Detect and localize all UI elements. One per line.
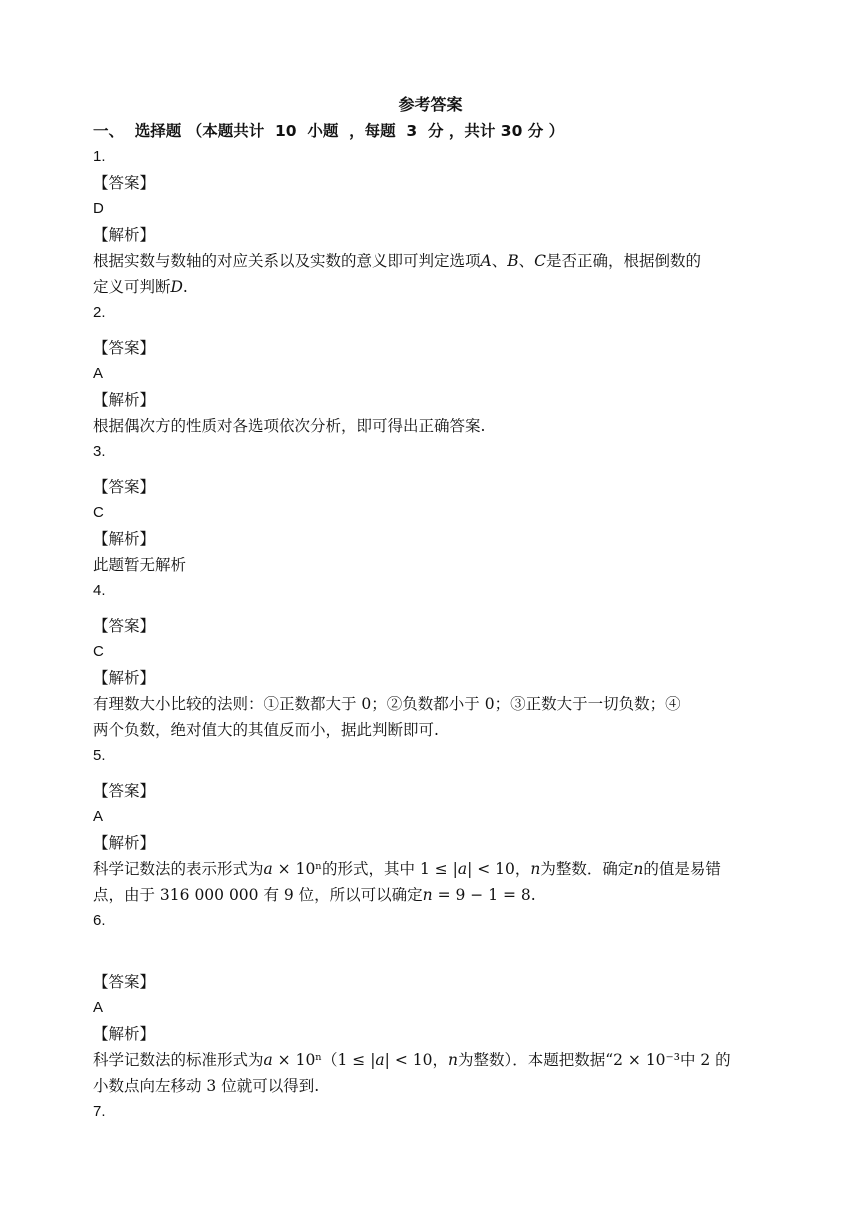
answer-label: 【答案】 bbox=[93, 339, 156, 357]
answer-key-page bbox=[93, 92, 768, 1125]
answer-label: 【答案】 bbox=[93, 174, 156, 192]
answer-label: 【答案】 bbox=[93, 782, 156, 800]
question-number: 7. bbox=[93, 1103, 106, 1120]
section-heading: 一、 选择题 （本题共计 10 小题 ，每题 3 分 ，共计 30 分 ） bbox=[93, 122, 565, 140]
answer-value: A bbox=[93, 808, 104, 825]
analysis-text bbox=[93, 1047, 768, 1099]
analysis-text bbox=[93, 413, 768, 439]
question-number: 1. bbox=[93, 148, 106, 165]
analysis-line: 定义可判断𝐷. bbox=[93, 278, 188, 296]
analysis-line: 根据实数与数轴的对应关系以及实数的意义即可判定选项𝐴、𝐵、𝐶是否正确，根据倒数的 bbox=[93, 252, 701, 270]
analysis-text bbox=[93, 691, 768, 743]
analysis-line: 根据偶次方的性质对各选项依次分析，即可得出正确答案. bbox=[93, 417, 486, 435]
answer-value: A bbox=[93, 365, 104, 382]
answer-label: 【答案】 bbox=[93, 478, 156, 496]
analysis-label: 【解析】 bbox=[93, 226, 156, 244]
answer-value: D bbox=[93, 200, 104, 217]
analysis-label: 【解析】 bbox=[93, 530, 156, 548]
answer-label: 【答案】 bbox=[93, 973, 156, 991]
question-number: 2. bbox=[93, 304, 106, 321]
analysis-text bbox=[93, 248, 768, 300]
analysis-line: 两个负数，绝对值大的其值反而小，据此判断即可. bbox=[93, 721, 439, 739]
analysis-line: 有理数大小比较的法则：①正数都大于 0；②负数都小于 0；③正数大于一切负数；④ bbox=[93, 695, 681, 713]
question-number: 4. bbox=[93, 582, 106, 599]
answer-label: 【答案】 bbox=[93, 617, 156, 635]
analysis-label: 【解析】 bbox=[93, 669, 156, 687]
analysis-text bbox=[93, 856, 768, 908]
answer-value: A bbox=[93, 999, 104, 1016]
question-number: 6. bbox=[93, 912, 106, 929]
analysis-label: 【解析】 bbox=[93, 834, 156, 852]
page-title: 参考答案 bbox=[398, 95, 463, 114]
analysis-label: 【解析】 bbox=[93, 391, 156, 409]
analysis-line: 点，由于 316 000 000 有 9 位，所以可以确定𝑛 = 9 − 1 = 8. bbox=[93, 886, 536, 904]
question-number: 3. bbox=[93, 443, 106, 460]
answer-value: C bbox=[93, 643, 104, 660]
question-number: 5. bbox=[93, 747, 106, 764]
analysis-line: 科学记数法的表示形式为𝑎 × 10ⁿ的形式，其中 1 ≤ |𝑎| < 10，𝑛为整数．确定𝑛的值是易错 bbox=[93, 860, 721, 878]
analysis-line: 小数点向左移动 3 位就可以得到. bbox=[93, 1077, 320, 1095]
analysis-text bbox=[93, 552, 768, 578]
analysis-line: 此题暂无解析 bbox=[93, 556, 187, 574]
answer-value: C bbox=[93, 504, 104, 521]
analysis-label: 【解析】 bbox=[93, 1025, 156, 1043]
analysis-line: 科学记数法的标准形式为𝑎 × 10ⁿ（1 ≤ |𝑎| < 10，𝑛为整数）．本题把数据“2 × 10⁻³中 2 的 bbox=[93, 1051, 731, 1069]
